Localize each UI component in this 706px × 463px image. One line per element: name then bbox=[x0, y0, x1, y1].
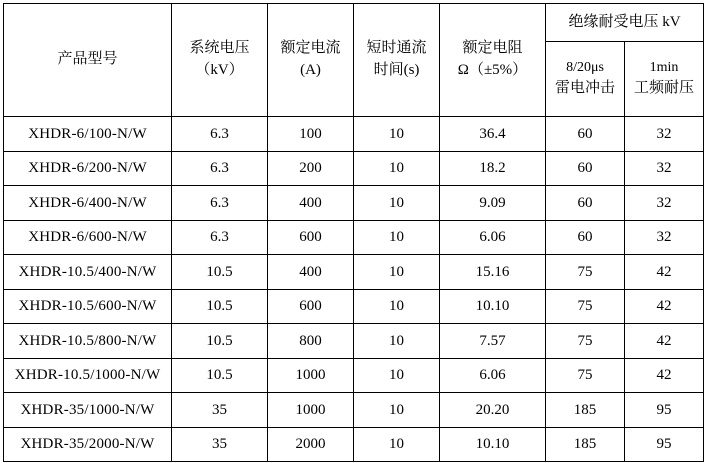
table-body bbox=[4, 117, 704, 462]
column-header-system-voltage bbox=[172, 4, 268, 117]
column-header-impulse-line1: 8/20μs bbox=[566, 60, 604, 76]
table-row bbox=[4, 220, 704, 255]
cell-short-time: 10 bbox=[354, 324, 440, 359]
column-header-rated-current-line2: (A) bbox=[300, 62, 321, 78]
cell-rated-current: 600 bbox=[268, 220, 354, 255]
column-header-rated-resistance bbox=[440, 4, 546, 117]
cell-model: XHDR-35/2000-N/W bbox=[4, 427, 172, 462]
column-header-model bbox=[4, 4, 172, 117]
cell-short-time: 10 bbox=[354, 151, 440, 186]
cell-power-freq: 32 bbox=[625, 151, 704, 186]
cell-system-voltage: 10.5 bbox=[172, 289, 268, 324]
cell-impulse: 75 bbox=[546, 324, 625, 359]
cell-power-freq: 42 bbox=[625, 358, 704, 393]
table-row bbox=[4, 151, 704, 186]
cell-short-time: 10 bbox=[354, 186, 440, 221]
cell-system-voltage: 35 bbox=[172, 393, 268, 428]
column-header-power-freq-line1: 1min bbox=[649, 60, 679, 76]
cell-impulse: 185 bbox=[546, 393, 625, 428]
cell-rated-current: 100 bbox=[268, 117, 354, 152]
cell-power-freq: 42 bbox=[625, 289, 704, 324]
cell-system-voltage: 6.3 bbox=[172, 117, 268, 152]
cell-system-voltage: 10.5 bbox=[172, 324, 268, 359]
table-row bbox=[4, 117, 704, 152]
column-header-system-voltage-line2: （kV） bbox=[195, 62, 244, 78]
cell-rated-resistance: 7.57 bbox=[440, 324, 546, 359]
cell-rated-current: 800 bbox=[268, 324, 354, 359]
cell-model: XHDR-6/400-N/W bbox=[4, 186, 172, 221]
cell-system-voltage: 6.3 bbox=[172, 186, 268, 221]
column-header-short-time-line2: 时间(s) bbox=[373, 62, 420, 78]
cell-impulse: 75 bbox=[546, 358, 625, 393]
cell-rated-current: 2000 bbox=[268, 427, 354, 462]
column-header-insulation-group: 绝缘耐受电压 kV bbox=[546, 4, 704, 42]
cell-rated-resistance: 15.16 bbox=[440, 255, 546, 290]
cell-rated-current: 400 bbox=[268, 186, 354, 221]
cell-rated-resistance: 6.06 bbox=[440, 358, 546, 393]
cell-impulse: 60 bbox=[546, 220, 625, 255]
cell-power-freq: 95 bbox=[625, 427, 704, 462]
cell-system-voltage: 6.3 bbox=[172, 220, 268, 255]
table-row bbox=[4, 427, 704, 462]
cell-impulse: 75 bbox=[546, 289, 625, 324]
table-row bbox=[4, 358, 704, 393]
cell-model: XHDR-35/1000-N/W bbox=[4, 393, 172, 428]
cell-impulse: 60 bbox=[546, 151, 625, 186]
cell-rated-current: 200 bbox=[268, 151, 354, 186]
cell-short-time: 10 bbox=[354, 358, 440, 393]
cell-rated-resistance: 20.20 bbox=[440, 393, 546, 428]
specification-table bbox=[3, 3, 704, 462]
header-row-group bbox=[4, 4, 704, 42]
cell-rated-resistance: 6.06 bbox=[440, 220, 546, 255]
cell-system-voltage: 6.3 bbox=[172, 151, 268, 186]
cell-system-voltage: 10.5 bbox=[172, 358, 268, 393]
cell-power-freq: 95 bbox=[625, 393, 704, 428]
column-header-rated-resistance-line1: 额定电阻 bbox=[462, 40, 523, 57]
cell-rated-current: 600 bbox=[268, 289, 354, 324]
cell-model: XHDR-10.5/400-N/W bbox=[4, 255, 172, 290]
cell-short-time: 10 bbox=[354, 220, 440, 255]
column-header-power-freq-line2: 工频耐压 bbox=[633, 80, 694, 97]
cell-system-voltage: 35 bbox=[172, 427, 268, 462]
cell-short-time: 10 bbox=[354, 255, 440, 290]
cell-short-time: 10 bbox=[354, 117, 440, 152]
column-header-lightning-impulse bbox=[546, 42, 625, 117]
column-header-short-time-line1: 短时通流 bbox=[366, 40, 427, 57]
cell-power-freq: 32 bbox=[625, 117, 704, 152]
cell-impulse: 60 bbox=[546, 117, 625, 152]
cell-rated-resistance: 10.10 bbox=[440, 427, 546, 462]
cell-short-time: 10 bbox=[354, 427, 440, 462]
cell-power-freq: 32 bbox=[625, 220, 704, 255]
cell-model: XHDR-6/100-N/W bbox=[4, 117, 172, 152]
cell-short-time: 10 bbox=[354, 393, 440, 428]
cell-rated-resistance: 36.4 bbox=[440, 117, 546, 152]
column-header-short-time-current bbox=[354, 4, 440, 117]
cell-system-voltage: 10.5 bbox=[172, 255, 268, 290]
cell-power-freq: 42 bbox=[625, 324, 704, 359]
cell-rated-resistance: 10.10 bbox=[440, 289, 546, 324]
cell-power-freq: 32 bbox=[625, 186, 704, 221]
column-header-rated-resistance-line2: Ω（±5%） bbox=[457, 62, 528, 78]
cell-rated-resistance: 18.2 bbox=[440, 151, 546, 186]
cell-short-time: 10 bbox=[354, 289, 440, 324]
table-row bbox=[4, 324, 704, 359]
cell-power-freq: 42 bbox=[625, 255, 704, 290]
cell-rated-current: 1000 bbox=[268, 393, 354, 428]
cell-model: XHDR-10.5/800-N/W bbox=[4, 324, 172, 359]
cell-model: XHDR-6/200-N/W bbox=[4, 151, 172, 186]
cell-impulse: 185 bbox=[546, 427, 625, 462]
column-header-rated-current-line1: 额定电流 bbox=[280, 40, 341, 57]
column-header-system-voltage-line1: 系统电压 bbox=[189, 40, 250, 57]
cell-impulse: 60 bbox=[546, 186, 625, 221]
column-header-rated-current bbox=[268, 4, 354, 117]
table-row bbox=[4, 289, 704, 324]
cell-impulse: 75 bbox=[546, 255, 625, 290]
table-row bbox=[4, 393, 704, 428]
cell-rated-current: 400 bbox=[268, 255, 354, 290]
column-header-model-label: 产品型号 bbox=[57, 51, 118, 68]
cell-rated-resistance: 9.09 bbox=[440, 186, 546, 221]
cell-model: XHDR-10.5/1000-N/W bbox=[4, 358, 172, 393]
cell-rated-current: 1000 bbox=[268, 358, 354, 393]
column-header-power-frequency bbox=[625, 42, 704, 117]
table-row bbox=[4, 255, 704, 290]
cell-model: XHDR-10.5/600-N/W bbox=[4, 289, 172, 324]
table-row bbox=[4, 186, 704, 221]
cell-model: XHDR-6/600-N/W bbox=[4, 220, 172, 255]
table-header bbox=[4, 4, 704, 117]
column-header-impulse-line2: 雷电冲击 bbox=[554, 80, 615, 97]
